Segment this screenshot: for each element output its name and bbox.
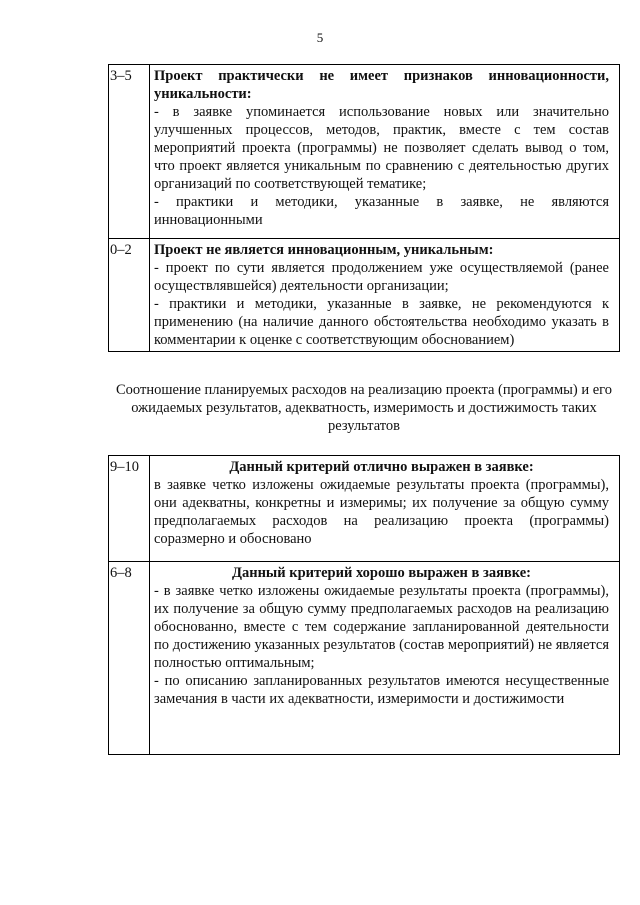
criterion-item: - практики и методики, указанные в заявке, не являются инновационными xyxy=(154,194,609,228)
criterion-item: в заявке четко изложены ожидаемые результаты проекта (программы), они адекватны, конкретны и измеримы; их получение за общую сумму предполагаемых расходов на реализацию проекта (программы) соразмерно и обосновано xyxy=(154,477,609,547)
criterion-heading: Данный критерий хорошо выражен в заявке: xyxy=(231,565,531,581)
table-row xyxy=(109,65,620,239)
criterion-item: - практики и методики, указанные в заявке, не рекомендуются к применению (на наличие данного обстоятельства необходимо указать в комментарии к оценке с соответствующим обоснованием) xyxy=(154,296,609,348)
criterion-heading: Проект практически не имеет признаков инновационности, уникальности: xyxy=(154,68,609,102)
description-cell xyxy=(150,562,620,755)
description-cell xyxy=(150,239,620,352)
section-heading: Соотношение планируемых расходов на реализацию проекта (программы) и его ожидаемых результатов, адекватность, измеримость и достижимость таких результатов xyxy=(116,382,612,434)
criterion-item: - в заявке четко изложены ожидаемые результаты проекта (программы), их получение за общую сумму предполагаемых расходов на реализацию обоснованно, вместе с тем содержание запланированной деятельности по достижению указанных результатов (состав мероприятий) не является полностью оптимальным; xyxy=(154,583,609,671)
criterion-heading: Данный критерий отлично выражен в заявке: xyxy=(229,459,534,475)
criterion-item: - проект по сути является продолжением уже осуществляемой (ранее осуществлявшейся) деятельности организации; xyxy=(154,260,609,294)
page-number: 5 xyxy=(316,30,324,45)
table-row xyxy=(109,456,620,562)
score-cell: 3–5 xyxy=(109,65,150,239)
criterion-heading: Проект не является инновационным, уникальным: xyxy=(154,242,494,258)
criterion-item: - по описанию запланированных результатов имеются несущественные замечания в части их адекватности, измеримости и достижимости xyxy=(154,673,609,707)
score-cell: 6–8 xyxy=(109,562,150,755)
table-row xyxy=(109,239,620,352)
score-cell: 0–2 xyxy=(109,239,150,352)
description-cell xyxy=(150,65,620,239)
criteria-table-results xyxy=(108,455,620,755)
description-cell xyxy=(150,456,620,562)
score-cell: 9–10 xyxy=(109,456,150,562)
criterion-item: - в заявке упоминается использование новых или значительно улучшенных процессов, методов, практик, вместе с тем состав мероприятий проекта (программы) не позволяет сделать вывод о том, что проект является уникальным по сравнению с деятельностью других организаций по соответствующей тематике; xyxy=(154,104,609,192)
criteria-table-innovation xyxy=(108,64,620,352)
table-row xyxy=(109,562,620,755)
